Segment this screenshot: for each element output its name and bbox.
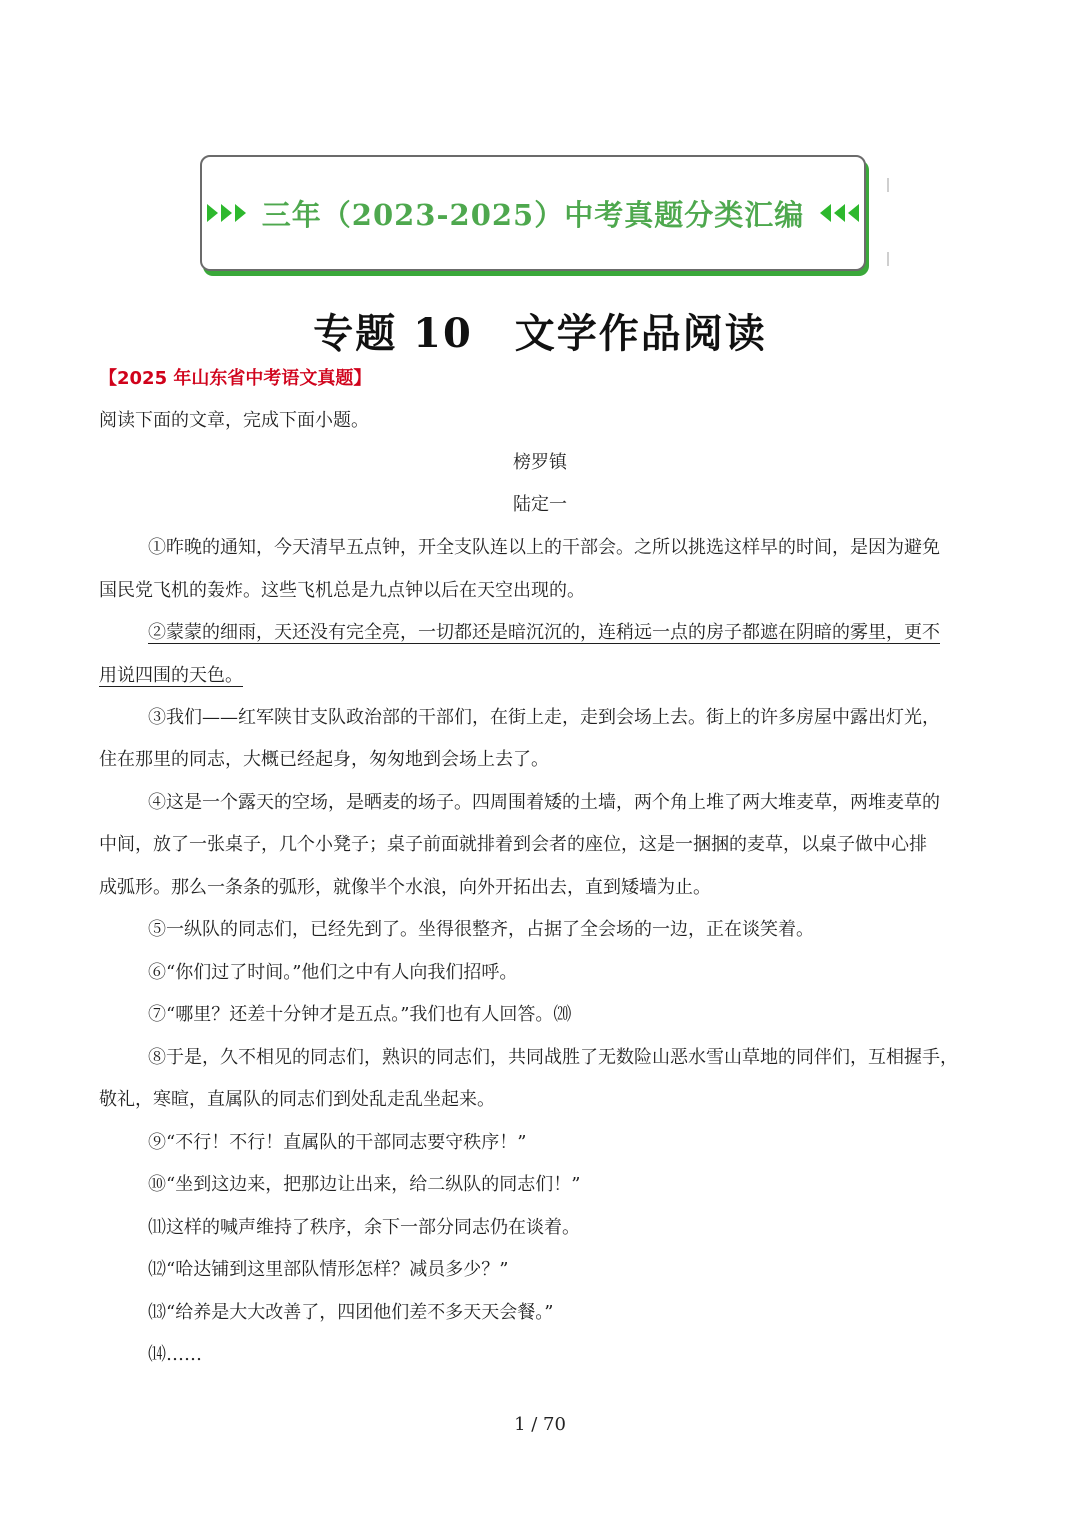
page-number: 1 / 70 [514,1414,566,1435]
paragraph-line: ⑥“你们过了时间。”他们之中有人向我们招呼。 [148,962,518,983]
margin-mark [887,252,889,266]
paragraph-line: ①昨晚的通知，今天清早五点钟，开全支队连以上的干部会。之所以挑选这样早的时间，是因为避免 [148,537,940,558]
paragraph-line: 中间，放了一张桌子，几个小凳子；桌子前面就排着到会者的座位，这是一捆捆的麦草，以桌子做中心排 [99,834,927,855]
article-title: 榜罗镇 [513,452,567,473]
collection-banner [200,155,866,271]
paragraph-line: ⑿“哈达铺到这里部队情形怎样？减员多少？” [148,1259,509,1280]
banner-title: 三年（2023-2025）中考真题分类汇编 [261,197,805,232]
paragraph-line: ⑦“哪里？还差十分钟才是五点。”我们也有人回答。⒇ [148,1004,572,1025]
paragraph-line: ⑾这样的喊声维持了秩序，余下一部分同志仍在谈着。 [148,1217,580,1238]
underlined-line: 用说四围的天色。 [99,665,243,686]
paragraph-line: ④这是一个露天的空场，是晒麦的场子。四周围着矮的土墙，两个角上堆了两大堆麦草，两堆麦草的 [148,792,940,813]
instruction-text: 阅读下面的文章，完成下面小题。 [99,410,369,431]
source-tag: 【2025 年山东省中考语文真题】 [99,368,372,389]
underlined-line: ②蒙蒙的细雨，天还没有完全亮，一切都还是暗沉沉的，连稍远一点的房子都遮在阴暗的雾里，更不 [148,622,940,643]
article-author: 陆定一 [513,494,567,515]
margin-mark [887,178,889,192]
paragraph-line: 国民党飞机的轰炸。这些飞机总是九点钟以后在天空出现的。 [99,580,585,601]
paragraph-line: ⒀“给养是大大改善了，四团他们差不多天天会餐。” [148,1302,554,1323]
paragraph-line: ⑨“不行！不行！直属队的干部同志要守秩序！” [148,1132,527,1153]
paragraph-line: ③我们——红军陕甘支队政治部的干部们，在街上走，走到会场上去。街上的许多房屋中露出灯光， [148,707,940,728]
paragraph-line: 成弧形。那么一条条的弧形，就像半个水浪，向外开拓出去，直到矮墙为止。 [99,877,711,898]
paragraph-line: 敬礼，寒暄，直属队的同志们到处乱走乱坐起来。 [99,1089,495,1110]
paragraph-line: ⑧于是，久不相见的同志们，熟识的同志们，共同战胜了无数险山恶水雪山草地的同伴们，互相握手， [148,1047,958,1068]
left-arrows-icon [820,204,859,222]
paragraph-line: ⑩“坐到这边来，把那边让出来，给二纵队的同志们！” [148,1174,581,1195]
paragraph-line: 住在那里的同志，大概已经起身，匆匆地到会场上去了。 [99,749,549,770]
paragraph-line: ⑤一纵队的同志们，已经先到了。坐得很整齐，占据了全会场的一边，正在谈笑着。 [148,919,814,940]
right-arrows-icon [207,204,246,222]
paragraph-line: ⒁…… [148,1344,202,1365]
topic-title: 专题 10 文学作品阅读 [313,310,767,357]
